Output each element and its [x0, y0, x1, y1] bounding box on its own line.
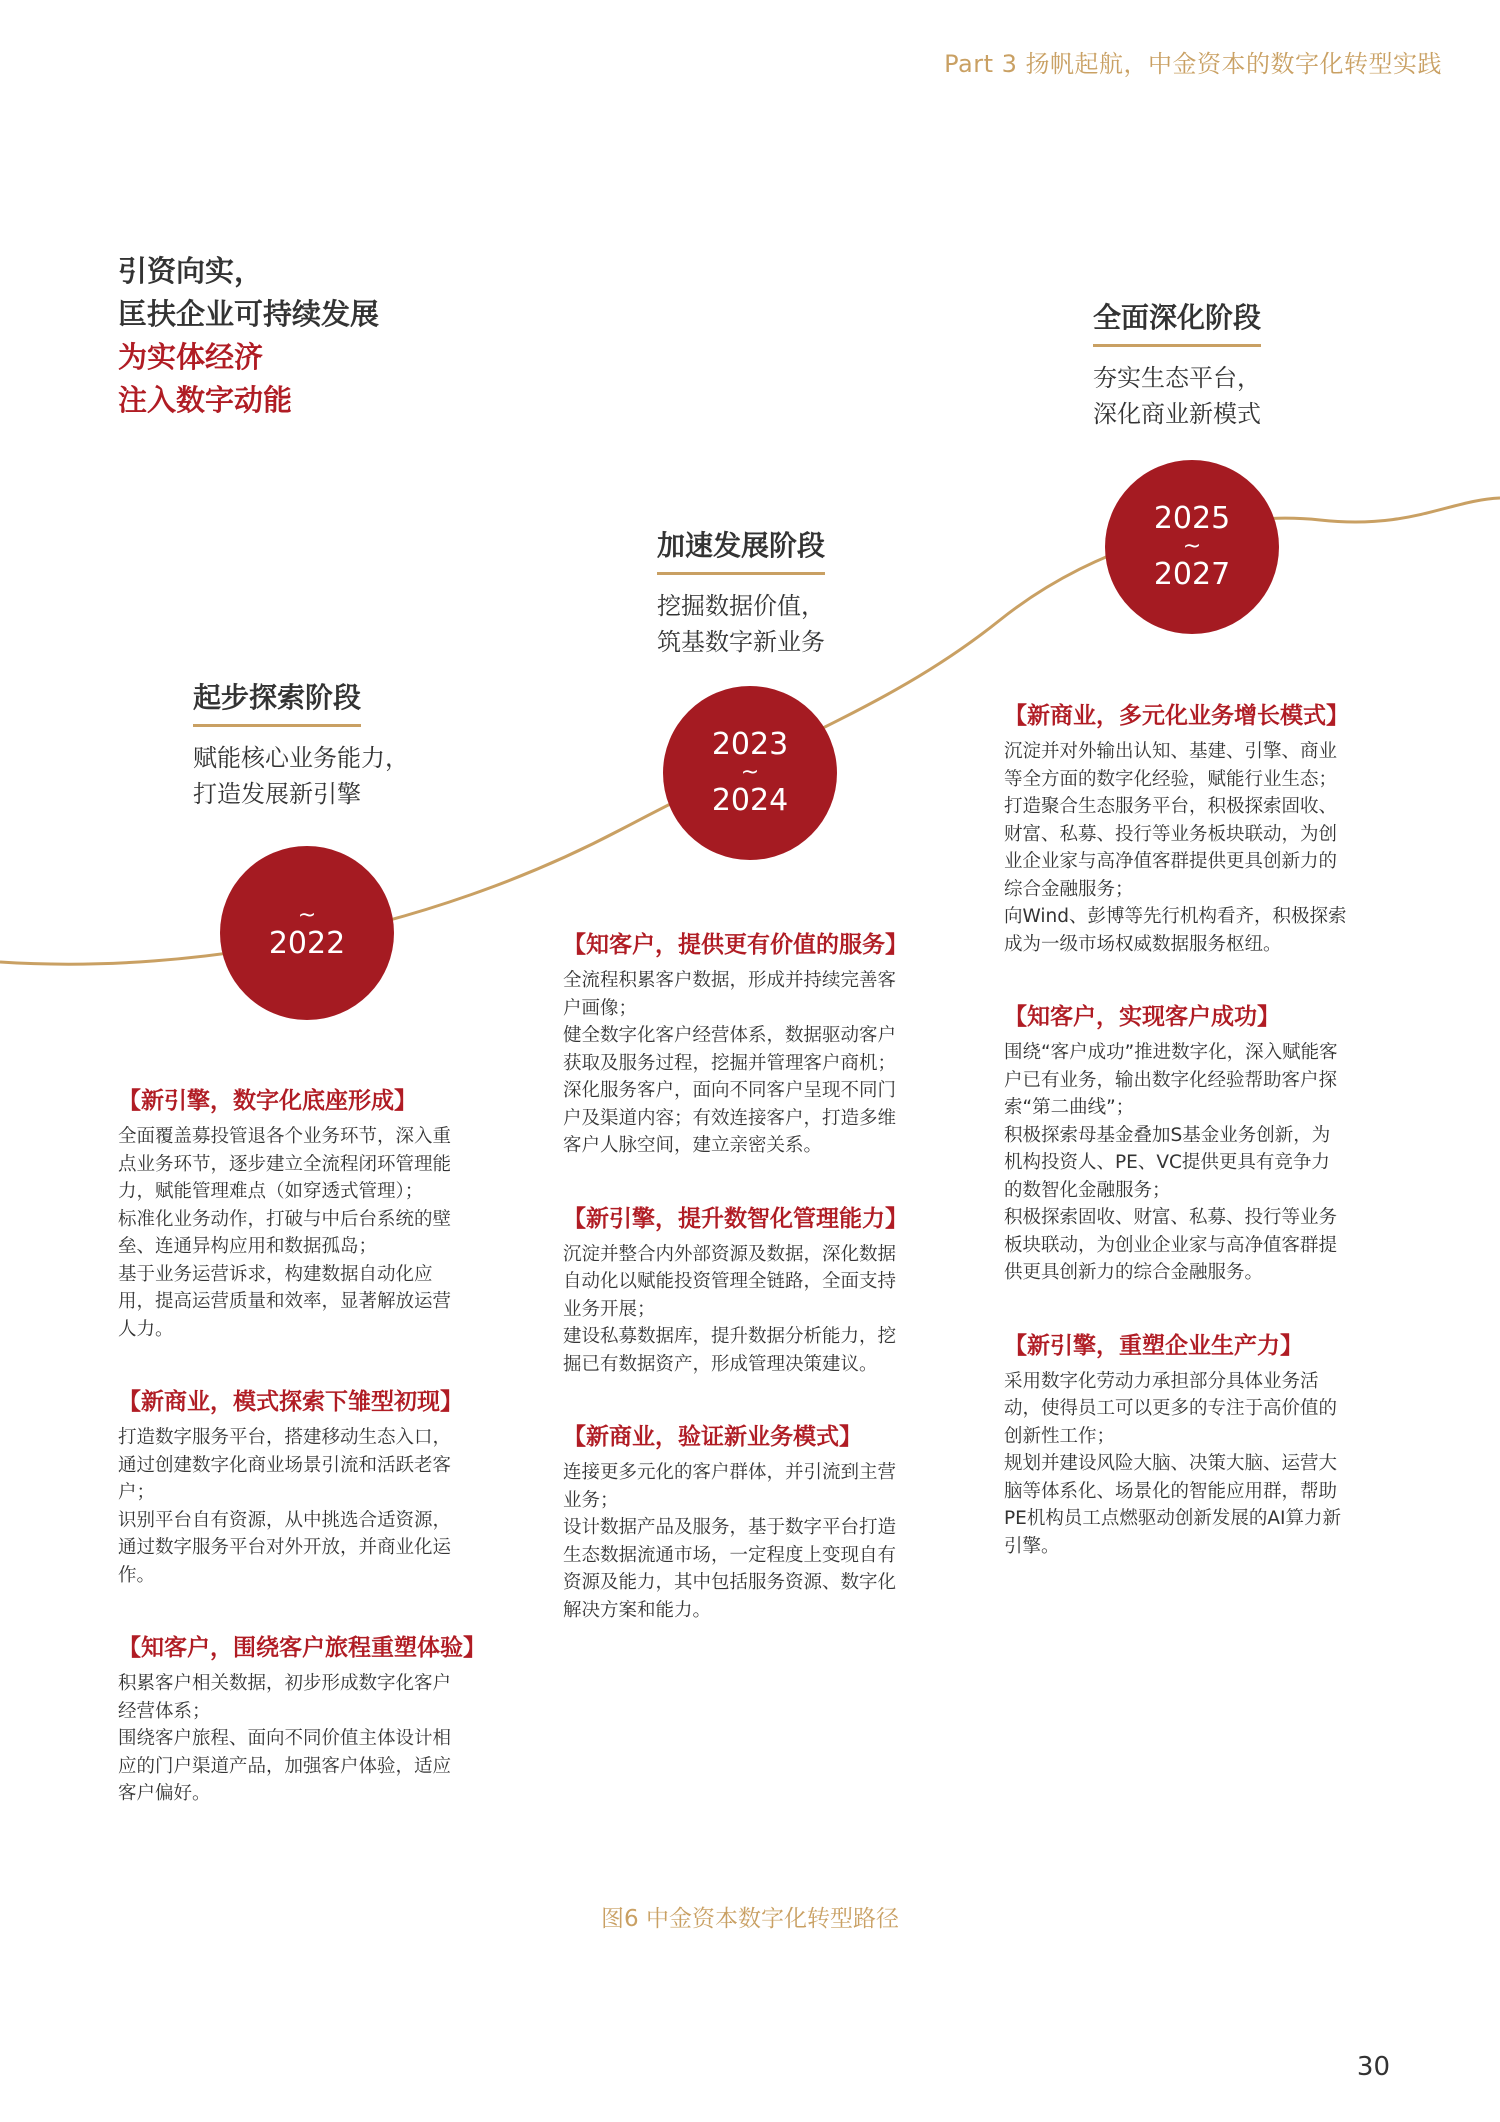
text: 【新商业，验证新业务模式】	[563, 1424, 862, 1450]
section-text-line: 获取及服务过程，挖掘并管理客户商机；	[563, 1052, 897, 1074]
section-text-line: 采用数字化劳动力承担部分具体业务活	[1004, 1370, 1319, 1392]
section-text-line: 基于业务运营诉求，构建数据自动化应	[118, 1263, 433, 1285]
section-text-line: 资源及能力，其中包括服务资源、数字化	[563, 1572, 897, 1593]
text: 深化商业新模式	[1093, 400, 1261, 428]
section-text-line: 通过创建数字化商业场景引流和活跃老客	[118, 1454, 452, 1476]
section-text-line: 打造数字服务平台，搭建移动生态入口，	[118, 1427, 452, 1448]
section-text-line: 围绕客户旅程、面向不同价值主体设计相	[118, 1728, 452, 1749]
section-text-line: 人力。	[118, 1318, 174, 1340]
section-text-line: 向Wind、彭博等先行机构看齐，积极探索	[1004, 906, 1347, 927]
section-text-line: 沉淀并整合内外部资源及数据，深化数据	[563, 1243, 897, 1265]
section-text-line: 成为一级市场权威数据服务枢纽。	[1004, 933, 1282, 955]
section-text-line: 动，使得员工可以更多的专注于高价值的	[1004, 1398, 1338, 1419]
stage-3-section	[1004, 697, 1384, 958]
section-text-line: 综合金融服务；	[1004, 878, 1134, 900]
stage-3-subtitle	[1093, 360, 1261, 432]
section-text-line: 户及渠道内容；有效连接客户，打造多维	[563, 1107, 897, 1129]
stage-1-subtitle	[193, 740, 409, 812]
text: 【知客户，提供更有价值的服务】	[563, 932, 908, 958]
text: 2023	[711, 727, 789, 762]
figure-caption: 图6 中金资本数字化转型路径	[601, 1906, 899, 1932]
section-text-line: 业务开展；	[563, 1298, 656, 1320]
stage-2-title: 加速发展阶段	[657, 529, 825, 575]
text: ~	[297, 903, 317, 928]
text: 【新商业，多元化业务增长模式】	[1004, 703, 1349, 729]
section-text-line: 连接更多元化的客户群体，并引流到主营	[563, 1462, 897, 1483]
stage-1-title: 起步探索阶段	[193, 681, 361, 727]
section-text-line: 引擎。	[1004, 1535, 1060, 1557]
text: 夯实生态平台，	[1093, 364, 1261, 392]
stage-1-section	[118, 1082, 498, 1343]
section-text-line: 作。	[118, 1564, 156, 1586]
section-text-line: 索“第二曲线”；	[1004, 1097, 1135, 1118]
section-text-line: 通过数字服务平台对外开放，并商业化运	[118, 1537, 452, 1558]
section-text-line: 经营体系；	[118, 1700, 211, 1722]
section-text-line: 应的门户渠道产品，加强客户体验，适应	[118, 1755, 452, 1777]
section-text-line: 财富、私募、投行等业务板块联动，为创	[1004, 823, 1338, 845]
text: 2027	[1153, 557, 1231, 592]
stage-2-details	[563, 926, 943, 1664]
section-text-line: 用，提高运营质量和效率，显著解放运营	[118, 1291, 452, 1312]
stage-1-section	[118, 1629, 498, 1808]
section-text-line: 规划并建设风险大脑、决策大脑、运营大	[1004, 1453, 1338, 1474]
section-text-line: 的数智化金融服务；	[1004, 1179, 1171, 1201]
text: 【知客户，实现客户成功】	[1004, 1004, 1280, 1030]
section-text-line: 生态数据流通市场，一定程度上变现自有	[563, 1544, 897, 1566]
section-text-line: 业企业家与高净值客群提供更具创新力的	[1004, 851, 1338, 872]
section-text-line: 沉淀并对外输出认知、基建、引擎、商业	[1004, 741, 1338, 762]
section-text-line: 供更具创新力的综合金融服务。	[1004, 1262, 1264, 1283]
section-text-line: PE机构员工点燃驱动创新发展的AI算力新	[1004, 1508, 1341, 1529]
text: 【新引擎，数字化底座形成】	[118, 1088, 417, 1114]
section-text-line: 建设私募数据库，提升数据分析能力，挖	[563, 1326, 897, 1347]
section-text-line: 户画像；	[563, 997, 638, 1019]
intro-line-1: 引资向实，	[118, 254, 264, 288]
text: 筑基数字新业务	[657, 628, 825, 656]
section-text-line: 解决方案和能力。	[563, 1599, 712, 1621]
stage-1-details	[118, 1082, 498, 1848]
stage-1-header	[193, 676, 409, 812]
running-header: Part 3 扬帆起航，中金资本的数字化转型实践	[944, 50, 1442, 78]
stage-3-year-badge	[1105, 460, 1279, 634]
stage-2-year-badge	[663, 686, 837, 860]
stage-2-section	[563, 1200, 943, 1379]
text: 【新引擎，重塑企业生产力】	[1004, 1332, 1303, 1359]
stage-3-section	[1004, 1327, 1384, 1561]
section-text-line: 积极探索固收、财富、私募、投行等业务	[1004, 1207, 1338, 1228]
section-text-line: 健全数字化客户经营体系，数据驱动客户	[563, 1025, 897, 1046]
stage-1-year-badge	[220, 846, 394, 1020]
text: 【知客户，围绕客户旅程重塑体验】	[118, 1635, 486, 1661]
text: 【新商业，模式探索下雏型初现】	[118, 1389, 463, 1415]
text: 【新引擎，提升数智化管理能力】	[563, 1205, 908, 1232]
section-text-line: 力，赋能管理难点（如穿透式管理）；	[118, 1181, 424, 1202]
section-text-line: 垒、连通异构应用和数据孤岛；	[118, 1236, 378, 1257]
section-text-line: 积累客户相关数据，初步形成数字化客户	[118, 1673, 452, 1694]
section-text-line: 点业务环节，逐步建立全流程闭环管理能	[118, 1153, 452, 1175]
section-text-line: 户已有业务，输出数字化经验帮助客户探	[1004, 1069, 1338, 1091]
text: 2022	[268, 926, 346, 961]
intro-line-2: 匡扶企业可持续发展	[118, 297, 380, 331]
section-text-line: 机构投资人、PE、VC提供更具有竞争力	[1004, 1152, 1330, 1173]
intro-block	[118, 250, 379, 422]
section-text-line: 等全方面的数字化经验，赋能行业生态；	[1004, 768, 1338, 790]
intro-line-3: 为实体经济	[118, 340, 264, 374]
section-text-line: 围绕“客户成功”推进数字化，深入赋能客	[1004, 1042, 1338, 1063]
section-text-line: 户；	[118, 1482, 156, 1503]
intro-line-4: 注入数字动能	[118, 383, 293, 417]
section-text-line: 全流程积累客户数据，形成并持续完善客	[563, 970, 897, 991]
section-text-line: 设计数据产品及服务，基于数字平台打造	[563, 1517, 897, 1538]
text: 2025	[1153, 501, 1231, 536]
section-text-line: 板块联动，为创业企业家与高净值客群提	[1004, 1234, 1338, 1256]
text: ~	[1182, 534, 1202, 559]
section-text-line: 全面覆盖募投管退各个业务环节，深入重	[118, 1126, 452, 1147]
section-text-line: 自动化以赋能投资管理全链路，全面支持	[563, 1271, 897, 1292]
stage-3-section	[1004, 998, 1384, 1287]
text: 打造发展新引擎	[193, 780, 361, 808]
stage-3-details	[1004, 697, 1384, 1600]
section-text-line: 创新性工作；	[1004, 1425, 1116, 1447]
section-text-line: 客户偏好。	[118, 1783, 211, 1804]
text: 挖掘数据价值，	[657, 592, 825, 620]
section-text-line: 标准化业务动作，打破与中后台系统的壁	[118, 1208, 452, 1230]
stage-2-section	[563, 926, 943, 1160]
stage-1-section	[118, 1383, 498, 1589]
section-text-line: 打造聚合生态服务平台，积极探索固收、	[1004, 796, 1338, 817]
stage-2-subtitle	[657, 588, 825, 660]
text: 赋能核心业务能力，	[193, 744, 409, 772]
stage-2-header	[657, 524, 825, 660]
section-text-line: 识别平台自有资源，从中挑选合适资源，	[118, 1509, 452, 1531]
stage-3-header	[1093, 296, 1261, 432]
page-number: 30	[1356, 2052, 1390, 2082]
stage-2-section	[563, 1418, 943, 1624]
stage-3-title: 全面深化阶段	[1093, 301, 1261, 347]
section-text-line: 掘已有数据资产，形成管理决策建议。	[563, 1353, 878, 1375]
section-text-line: 客户人脉空间，建立亲密关系。	[563, 1135, 823, 1156]
text: 2024	[711, 783, 789, 818]
section-text-line: 脑等体系化、场景化的智能应用群，帮助	[1004, 1480, 1338, 1502]
text: ~	[740, 760, 760, 785]
section-text-line: 深化服务客户，面向不同客户呈现不同门	[563, 1080, 897, 1101]
section-text-line: 业务；	[563, 1489, 619, 1511]
section-text-line: 积极探索母基金叠加S基金业务创新，为	[1004, 1124, 1331, 1146]
